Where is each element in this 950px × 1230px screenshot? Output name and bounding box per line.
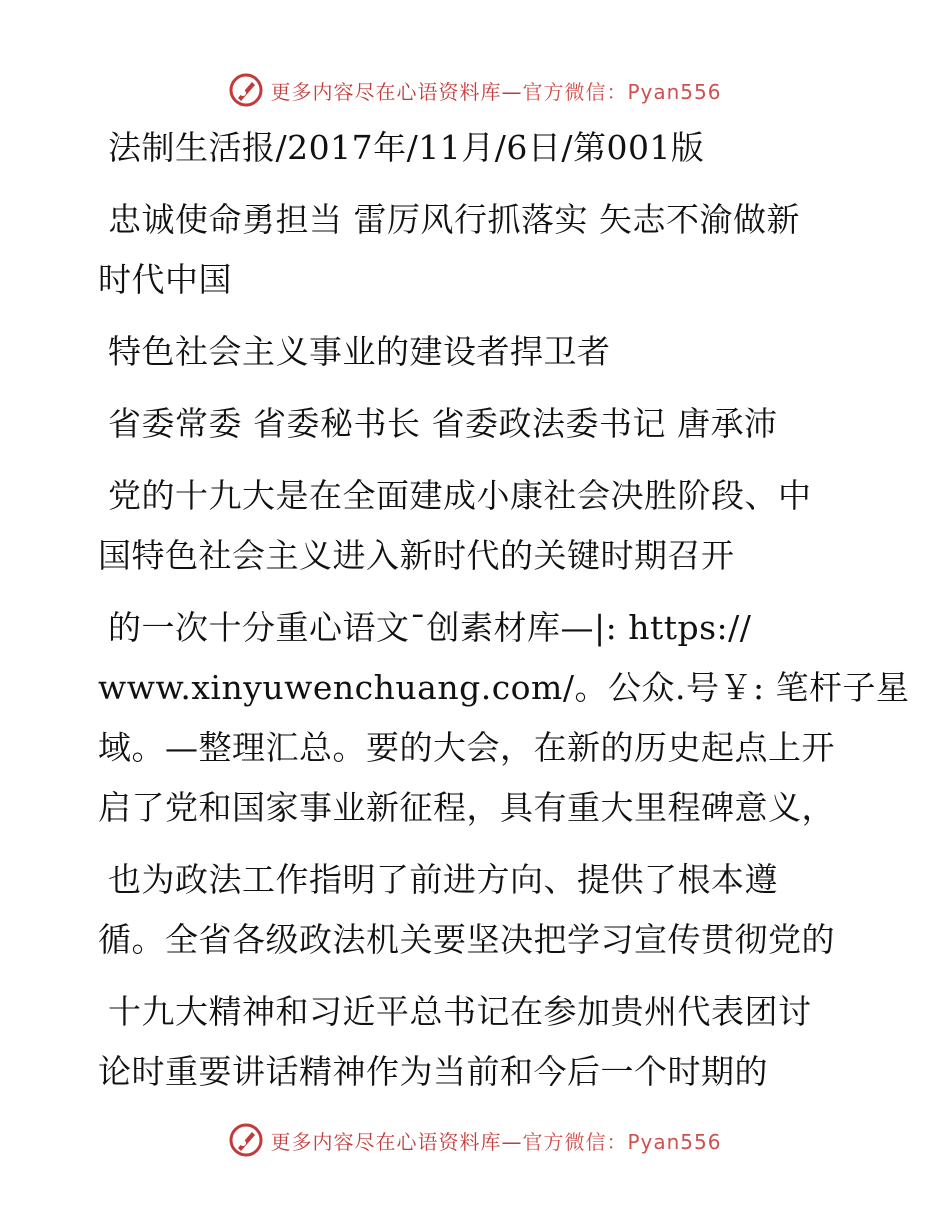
banner-text (270, 76, 721, 105)
body-line: 国特色社会主义进入新时代的关键时期召开 (98, 536, 735, 575)
banner-text (270, 1126, 721, 1155)
pen-logo-icon (228, 72, 264, 108)
header-watermark-banner (0, 70, 950, 110)
dateline: 法制生活报/2017年/11月/6日/第001版 (108, 128, 705, 167)
author-line: 省委常委 省委秘书长 省委政法委书记 唐承沛 (108, 404, 778, 443)
body-line: 论时重要讲话精神作为当前和今后一个时期的 (98, 1052, 768, 1091)
body-line: 十九大精神和习近平总书记在参加贵州代表团讨 (108, 992, 812, 1031)
body-line: 也为政法工作指明了前进方向、提供了根本遵 (108, 860, 778, 899)
banner-wechat: 官方微信：Pyan556 (522, 79, 722, 104)
document-body (98, 118, 910, 1102)
banner-separator: — (501, 1129, 523, 1154)
banner-site: 更多内容尽在心语资料库 (270, 1129, 502, 1154)
banner-wechat: 官方微信：Pyan556 (522, 1129, 722, 1154)
footer-watermark-banner (0, 1120, 950, 1160)
headline-line-2: 时代中国 (98, 260, 232, 299)
body-line: 党的十九大是在全面建成小康社会决胜阶段、中 (108, 476, 812, 515)
banner-site: 更多内容尽在心语资料库 (270, 79, 502, 104)
pen-logo-icon (228, 1122, 264, 1158)
headline-line-1: 忠诚使命勇担当 雷厉风行抓落实 矢志不渝做新 (108, 200, 800, 239)
body-line: www.xinyuwenchuang.com/。公众.号￥: 笔杆子星 (98, 668, 910, 707)
banner-separator: — (501, 79, 523, 104)
body-line: 域。—整理汇总。要的大会，在新的历史起点上开 (98, 728, 835, 767)
body-line: 的一次十分重心语文¯创素材库—|: https:// (108, 608, 752, 647)
headline-line-3: 特色社会主义事业的建设者捍卫者 (108, 332, 611, 371)
body-line: 启了党和国家事业新征程，具有重大里程碑意义， (98, 788, 835, 827)
body-line: 循。全省各级政法机关要坚决把学习宣传贯彻党的 (98, 920, 835, 959)
